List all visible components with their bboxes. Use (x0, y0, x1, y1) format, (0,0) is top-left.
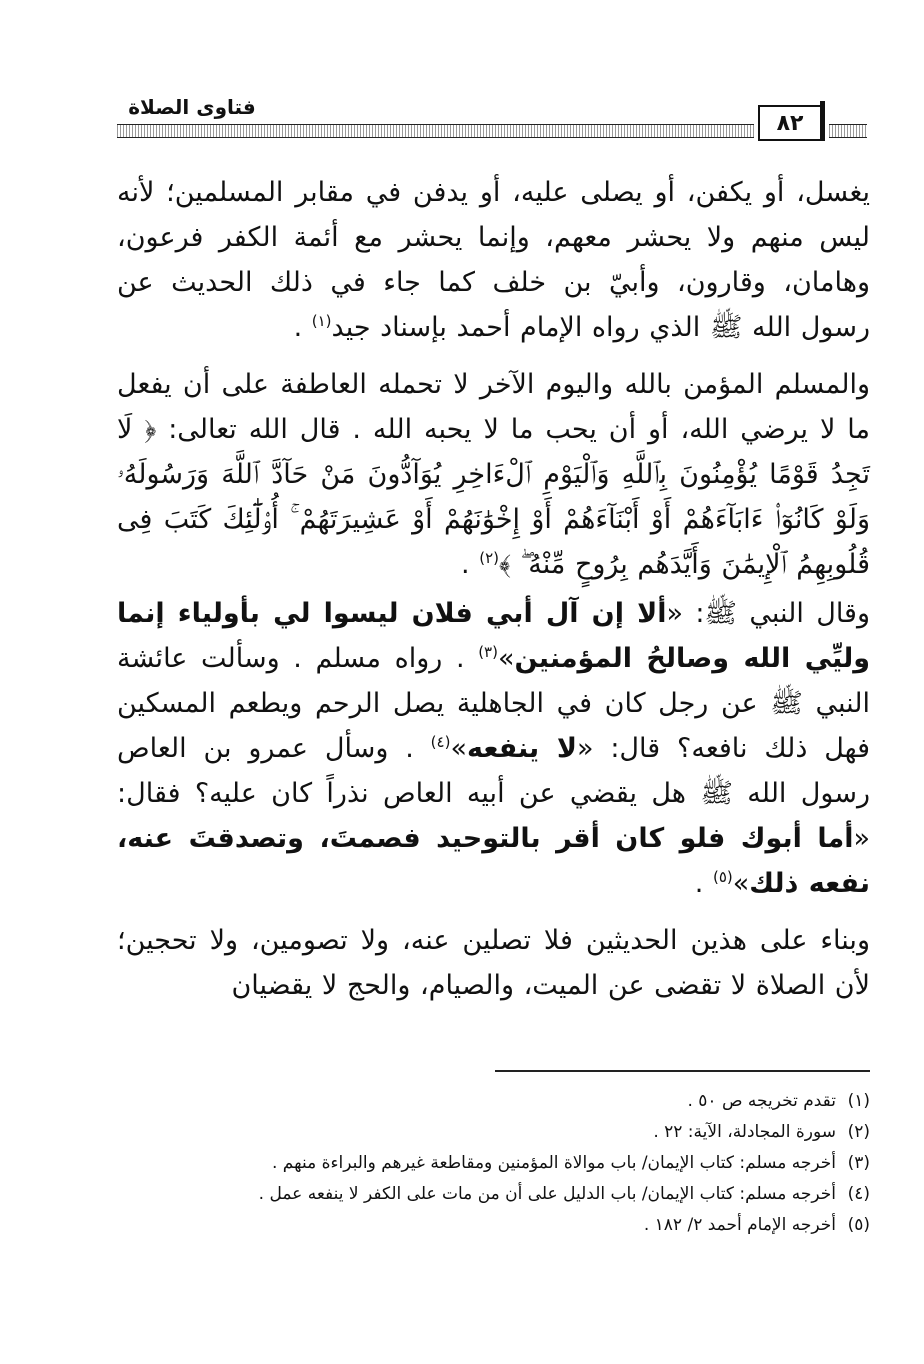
footnote-ref: (٢) (479, 549, 499, 567)
text-run: . رواه مسلم . وسألت عائشة النبي ﷺ عن رجل كان في الجاهلية يصل الرحم ويطعم المسكين فهل ذلك نافعه؟ قال: « (117, 643, 870, 764)
text-run: . (694, 868, 713, 899)
footnote-ref: (٤) (430, 733, 451, 751)
hadith-quote: لا ينفعه (466, 733, 577, 764)
footnote-ref: (٣) (478, 643, 498, 661)
text-run: » (732, 868, 750, 899)
footnote-text: سورة المجادلة، الآية: ٢٢ . (653, 1122, 836, 1142)
text-run: . (461, 549, 480, 580)
footnote-number: (٥) (847, 1215, 870, 1235)
header-ornament-bar-right (829, 124, 867, 138)
running-header (0, 0, 924, 150)
text-run: وبناء على هذين الحديثين فلا تصلين عنه، ولا تصومين، ولا تحجين؛ لأن الصلاة لا تقضى عن الميت، والصيام، والحج لا يقضيان (117, 925, 870, 1001)
main-text (117, 170, 870, 1008)
hadith-quote: أما أبوك فلو كان أقر بالتوحيد فصمتَ، وتصدقتَ عنه، نفعه ذلك (117, 823, 870, 899)
footnote-text: أخرجه الإمام أحمد ٢/ ١٨٢ . (643, 1215, 836, 1235)
paragraph (117, 170, 870, 350)
footnote-ref: (٥) (712, 868, 733, 886)
footnote-number: (١) (847, 1091, 870, 1111)
paragraph (117, 362, 870, 587)
text-run: وقال النبي ﷺ: « (666, 598, 871, 629)
footnote-text: أخرجه مسلم: كتاب الإيمان/ باب الدليل على أن من مات على الكفر لا ينفعه عمل . (258, 1184, 836, 1204)
footnote-separator (495, 1070, 870, 1072)
quran-verse: ﴿ لَا تَجِدُ قَوْمًا يُؤْمِنُونَ بِٱللَّهِ وَٱلْيَوْمِ ٱلْءَاخِرِ يُوَآدُّونَ مَنْ حَآدَّ ٱللَّهَ وَرَسُولَهُۥ وَلَوْ كَانُوٓا۟ ءَابَآءَهُمْ أَوْ أَبْنَآءَهُمْ أَوْ إِخْوَٰنَهُمْ أَوْ عَشِيرَتَهُمْ ۚ أُو۟لَٰٓئِكَ كَتَبَ فِى قُلُوبِهِمُ ٱلْإِيمَٰنَ وَأَيَّدَهُم بِرُوحٍ مِّنْهُ ۖ ﴾ (117, 414, 870, 580)
page-number: ٨٢ (758, 105, 822, 141)
hadith-quote: ألا إن آل أبي فلان ليسوا لي بأولياء إنما وليِّي الله وصالحُ المؤمنين (117, 598, 870, 674)
footnote (117, 1179, 870, 1209)
footnote-ref: (١) (311, 312, 332, 330)
text-run: . (293, 312, 312, 343)
text-run: والمسلم المؤمن بالله واليوم الآخر لا تحمله العاطفة على أن يفعل ما لا يرضي الله، أو أن يحب ما لا يحبه الله . قال الله تعالى: (117, 369, 870, 445)
footnote-text: تقدم تخريجه ص ٥٠ . (687, 1091, 836, 1111)
text-run: . وسأل عمرو بن العاص رسول الله ﷺ هل يقضي عن أبيه العاص نذراً كان عليه؟ فقال: « (117, 733, 870, 854)
paragraph (117, 918, 870, 1008)
footnote-number: (٢) (847, 1122, 870, 1142)
footnotes (117, 1086, 870, 1241)
header-ornament-bar (117, 124, 754, 138)
footnote-number: (٣) (847, 1153, 870, 1173)
text-run: » (450, 733, 467, 764)
text-run: » (497, 643, 515, 674)
footnote-number: (٤) (847, 1184, 870, 1204)
text-run: يغسل، أو يكفن، أو يصلى عليه، أو يدفن في مقابر المسلمين؛ لأنه ليس منهم ولا يحشر معهم، وإنما يحشر مع أئمة الكفر فرعون، وهامان، وقارون، وأبيّ بن خلف كما جاء في ذلك الحديث عن رسول الله ﷺ الذي رواه الإمام أحمد بإسناد جيد (117, 177, 870, 343)
running-title: فتاوى الصلاة (128, 95, 256, 119)
footnote (117, 1148, 870, 1178)
footnote (117, 1117, 870, 1147)
footnote (117, 1210, 870, 1240)
footnote (117, 1086, 870, 1116)
footnote-text: أخرجه مسلم: كتاب الإيمان/ باب موالاة المؤمنين ومقاطعة غيرهم والبراءة منهم . (272, 1153, 836, 1173)
page-number-rule (820, 101, 825, 141)
paragraph (117, 591, 870, 906)
